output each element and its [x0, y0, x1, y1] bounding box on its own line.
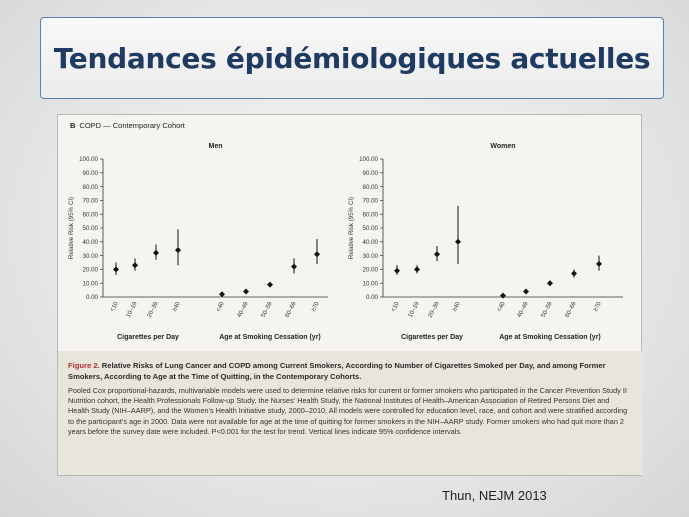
group-label: Age at Smoking Cessation (yr) — [219, 334, 321, 341]
panel-header — [70, 121, 185, 130]
y-tick-label: 60.00 — [362, 211, 378, 219]
y-tick-label: 30.00 — [82, 252, 98, 260]
chart-area — [58, 115, 643, 355]
copd-charts — [58, 115, 643, 355]
y-tick-label: 50.00 — [82, 225, 98, 233]
group-label: Cigarettes per Day — [401, 334, 463, 341]
x-tick-label: 60–69 — [564, 301, 578, 319]
data-point — [219, 291, 225, 297]
y-tick-label: 20.00 — [362, 266, 378, 274]
data-point — [243, 288, 249, 294]
x-tick-label: 60–69 — [284, 301, 298, 319]
x-tick-label: 10–19 — [407, 301, 421, 319]
y-axis-label: Relative Risk (95% CI) — [348, 196, 355, 260]
x-tick-label: 20–39 — [427, 301, 441, 319]
data-point — [153, 250, 159, 256]
y-tick-label: 70.00 — [82, 197, 98, 205]
x-tick-label: ≥40 — [451, 301, 462, 313]
caption-body: Pooled Cox proportional-hazards, multivariable models were used to determine relative risks for current or former smokers who participated in the Cancer Prevention Study II Nutrition cohort, the Health Professionals Follow-up Study, the Nurses' Health Study, the National Institutes of Health–American Association of Retired Persons Diet and Health Study (NIH–AARP), and the Women's Health Initiative study, 2000–2010. All models were controlled for education level, race, and cohort and were stratified according to the participant's age in 2000. Data were not available for age at the time of quitting for former smokers in the NIH–AARP study. Former smokers who had quit more than 2 years before the survey date were included. P<0.001 for the test for trend. Vertical lines indicate 95% confidence intervals. — [68, 386, 628, 436]
x-tick-label: 50–59 — [260, 301, 274, 319]
data-point — [314, 251, 320, 257]
caption-title: Relative Risks of Lung Cancer and COPD among Current Smokers, According to Number of Cigarettes Smoked per Day, and among Former Smokers, According to Age at the Time of Quitting, in the Contemporary Cohorts. — [68, 361, 606, 381]
y-tick-label: 10.00 — [362, 280, 378, 288]
y-tick-label: 30.00 — [362, 252, 378, 260]
y-tick-label: 80.00 — [362, 183, 378, 191]
x-tick-label: 40–49 — [516, 301, 530, 319]
citation: Thun, NEJM 2013 — [442, 488, 547, 503]
x-tick-label: <10 — [109, 301, 120, 313]
y-tick-label: 0.00 — [85, 294, 98, 302]
group-label: Cigarettes per Day — [117, 334, 179, 341]
data-point — [571, 271, 577, 277]
panel-letter: B — [70, 121, 76, 130]
data-point — [414, 266, 420, 272]
x-tick-label: 50–59 — [540, 301, 554, 319]
data-point — [596, 261, 602, 267]
figure-caption — [58, 351, 643, 475]
x-tick-label: 10–19 — [125, 301, 139, 319]
data-point — [523, 288, 529, 294]
data-point — [175, 247, 181, 253]
x-tick-label: ≥70 — [592, 301, 603, 313]
data-point — [547, 280, 553, 286]
caption-title-block — [68, 361, 631, 382]
x-tick-label: 20–39 — [146, 301, 160, 319]
data-point — [267, 282, 273, 288]
y-tick-label: 60.00 — [82, 211, 98, 219]
slide-title-box — [40, 17, 664, 99]
y-tick-label: 40.00 — [82, 239, 98, 246]
y-tick-label: 40.00 — [362, 239, 378, 246]
y-axis-label: Relative Risk (95% CI) — [68, 196, 75, 260]
x-tick-label: <10 — [390, 301, 401, 313]
data-point — [113, 266, 119, 272]
caption-label: Figure 2. — [68, 361, 100, 370]
y-tick-label: 80.00 — [82, 183, 98, 191]
y-tick-label: 0.00 — [365, 294, 378, 302]
panel-title: COPD — Contemporary Cohort — [79, 121, 185, 130]
x-tick-label: <40 — [496, 301, 507, 313]
y-tick-label: 90.00 — [82, 170, 98, 177]
x-tick-label: 40–49 — [236, 301, 250, 319]
slide-title: Tendances épidémiologiques actuelles — [53, 41, 651, 75]
y-tick-label: 20.00 — [82, 266, 98, 274]
data-point — [455, 239, 461, 245]
figure-panel — [57, 114, 642, 476]
y-tick-label: 100.00 — [359, 156, 378, 164]
x-tick-label: ≥70 — [310, 301, 321, 313]
x-tick-label: <40 — [215, 301, 226, 313]
data-point — [434, 251, 440, 257]
y-tick-label: 100.00 — [79, 156, 98, 164]
y-tick-label: 50.00 — [362, 225, 378, 233]
chart-title: Men — [208, 143, 223, 150]
data-point — [291, 264, 297, 270]
data-point — [394, 268, 400, 274]
data-point — [500, 293, 506, 299]
group-label: Age at Smoking Cessation (yr) — [499, 334, 601, 341]
y-tick-label: 90.00 — [362, 170, 378, 177]
y-tick-label: 10.00 — [82, 280, 98, 288]
chart-title: Women — [490, 143, 516, 150]
y-tick-label: 70.00 — [362, 197, 378, 205]
x-tick-label: ≥40 — [171, 301, 182, 313]
data-point — [132, 262, 138, 268]
